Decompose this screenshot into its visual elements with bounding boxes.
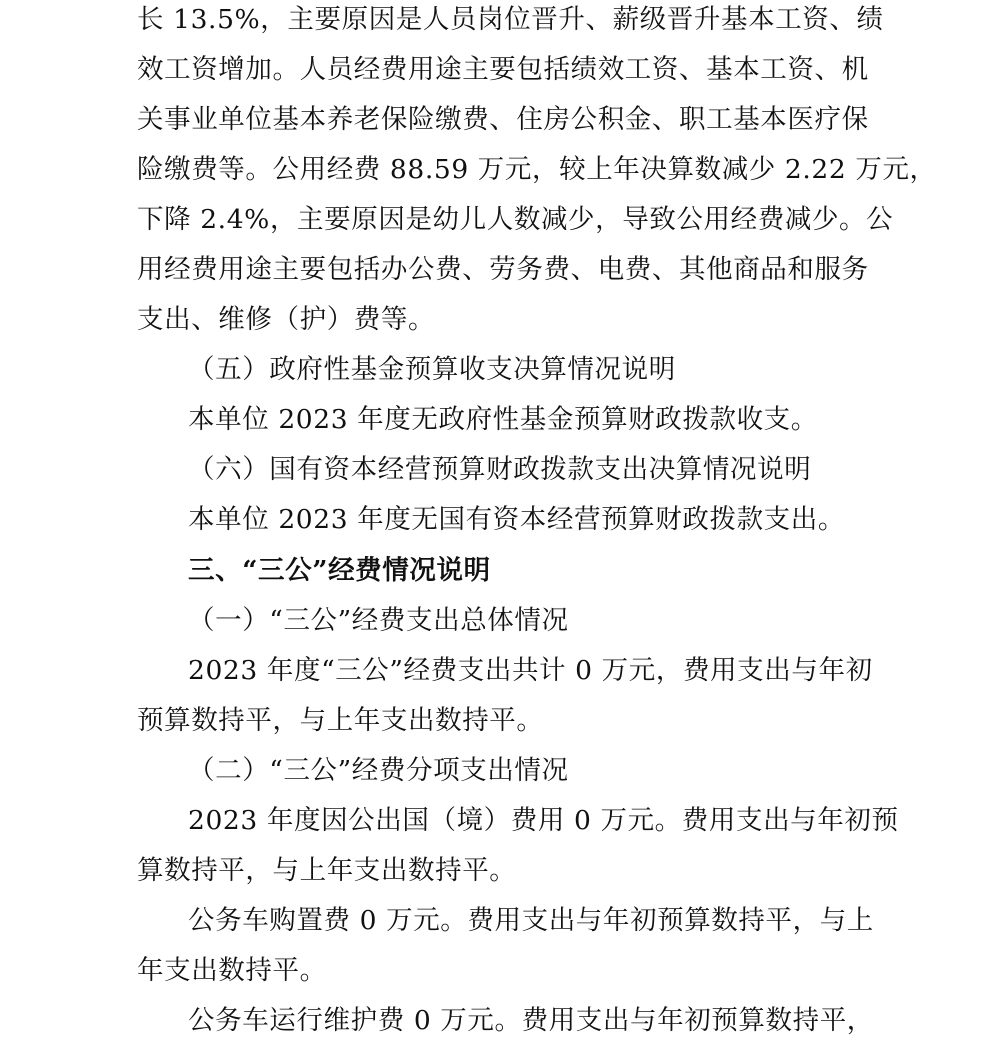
section-heading-2: （二）“三公”经费分项支出情况 — [188, 755, 569, 786]
section-heading-1: （一）“三公”经费支出总体情况 — [188, 605, 569, 636]
paragraph-line: 下降 2.4%，主要原因是幼儿人数减少，导致公用经费减少。公 — [137, 204, 894, 235]
section-heading-6: （六）国有资本经营预算财政拨款支出决算情况说明 — [188, 454, 812, 485]
paragraph-line: 效工资增加。人员经费用途主要包括绩效工资、基本工资、机 — [137, 54, 869, 85]
paragraph-line: 关事业单位基本养老保险缴费、住房公积金、职工基本医疗保 — [137, 104, 869, 135]
paragraph-line: 用经费用途主要包括办公费、劳务费、电费、其他商品和服务 — [137, 254, 869, 285]
paragraph-line: 长 13.5%，主要原因是人员岗位晋升、薪级晋升基本工资、绩 — [137, 4, 884, 35]
paragraph-line: 算数持平，与上年支出数持平。 — [137, 855, 517, 886]
paragraph-line: 支出、维修（护）费等。 — [137, 304, 436, 335]
paragraph-line: 2023 年度因公出国（境）费用 0 万元。费用支出与年初预 — [188, 805, 899, 836]
paragraph-line: 本单位 2023 年度无国有资本经营预算财政拨款支出。 — [188, 504, 845, 535]
paragraph-line: 年支出数持平。 — [137, 955, 327, 986]
paragraph-line: 本单位 2023 年度无政府性基金预算财政拨款收支。 — [188, 404, 818, 435]
paragraph-line: 公务车购置费 0 万元。费用支出与年初预算数持平，与上 — [188, 905, 874, 936]
paragraph-line: 2023 年度“三公”经费支出共计 0 万元，费用支出与年初 — [188, 655, 873, 686]
paragraph-line: 预算数持平，与上年支出数持平。 — [137, 705, 544, 736]
section-heading-5: （五）政府性基金预算收支决算情况说明 — [188, 354, 676, 385]
chapter-heading-3: 三、“三公”经费情况说明 — [188, 555, 491, 586]
paragraph-line: 险缴费等。公用经费 88.59 万元，较上年决算数减少 2.22 万元， — [137, 154, 937, 185]
paragraph-line: 公务车运行维护费 0 万元。费用支出与年初预算数持平， — [188, 1005, 874, 1036]
